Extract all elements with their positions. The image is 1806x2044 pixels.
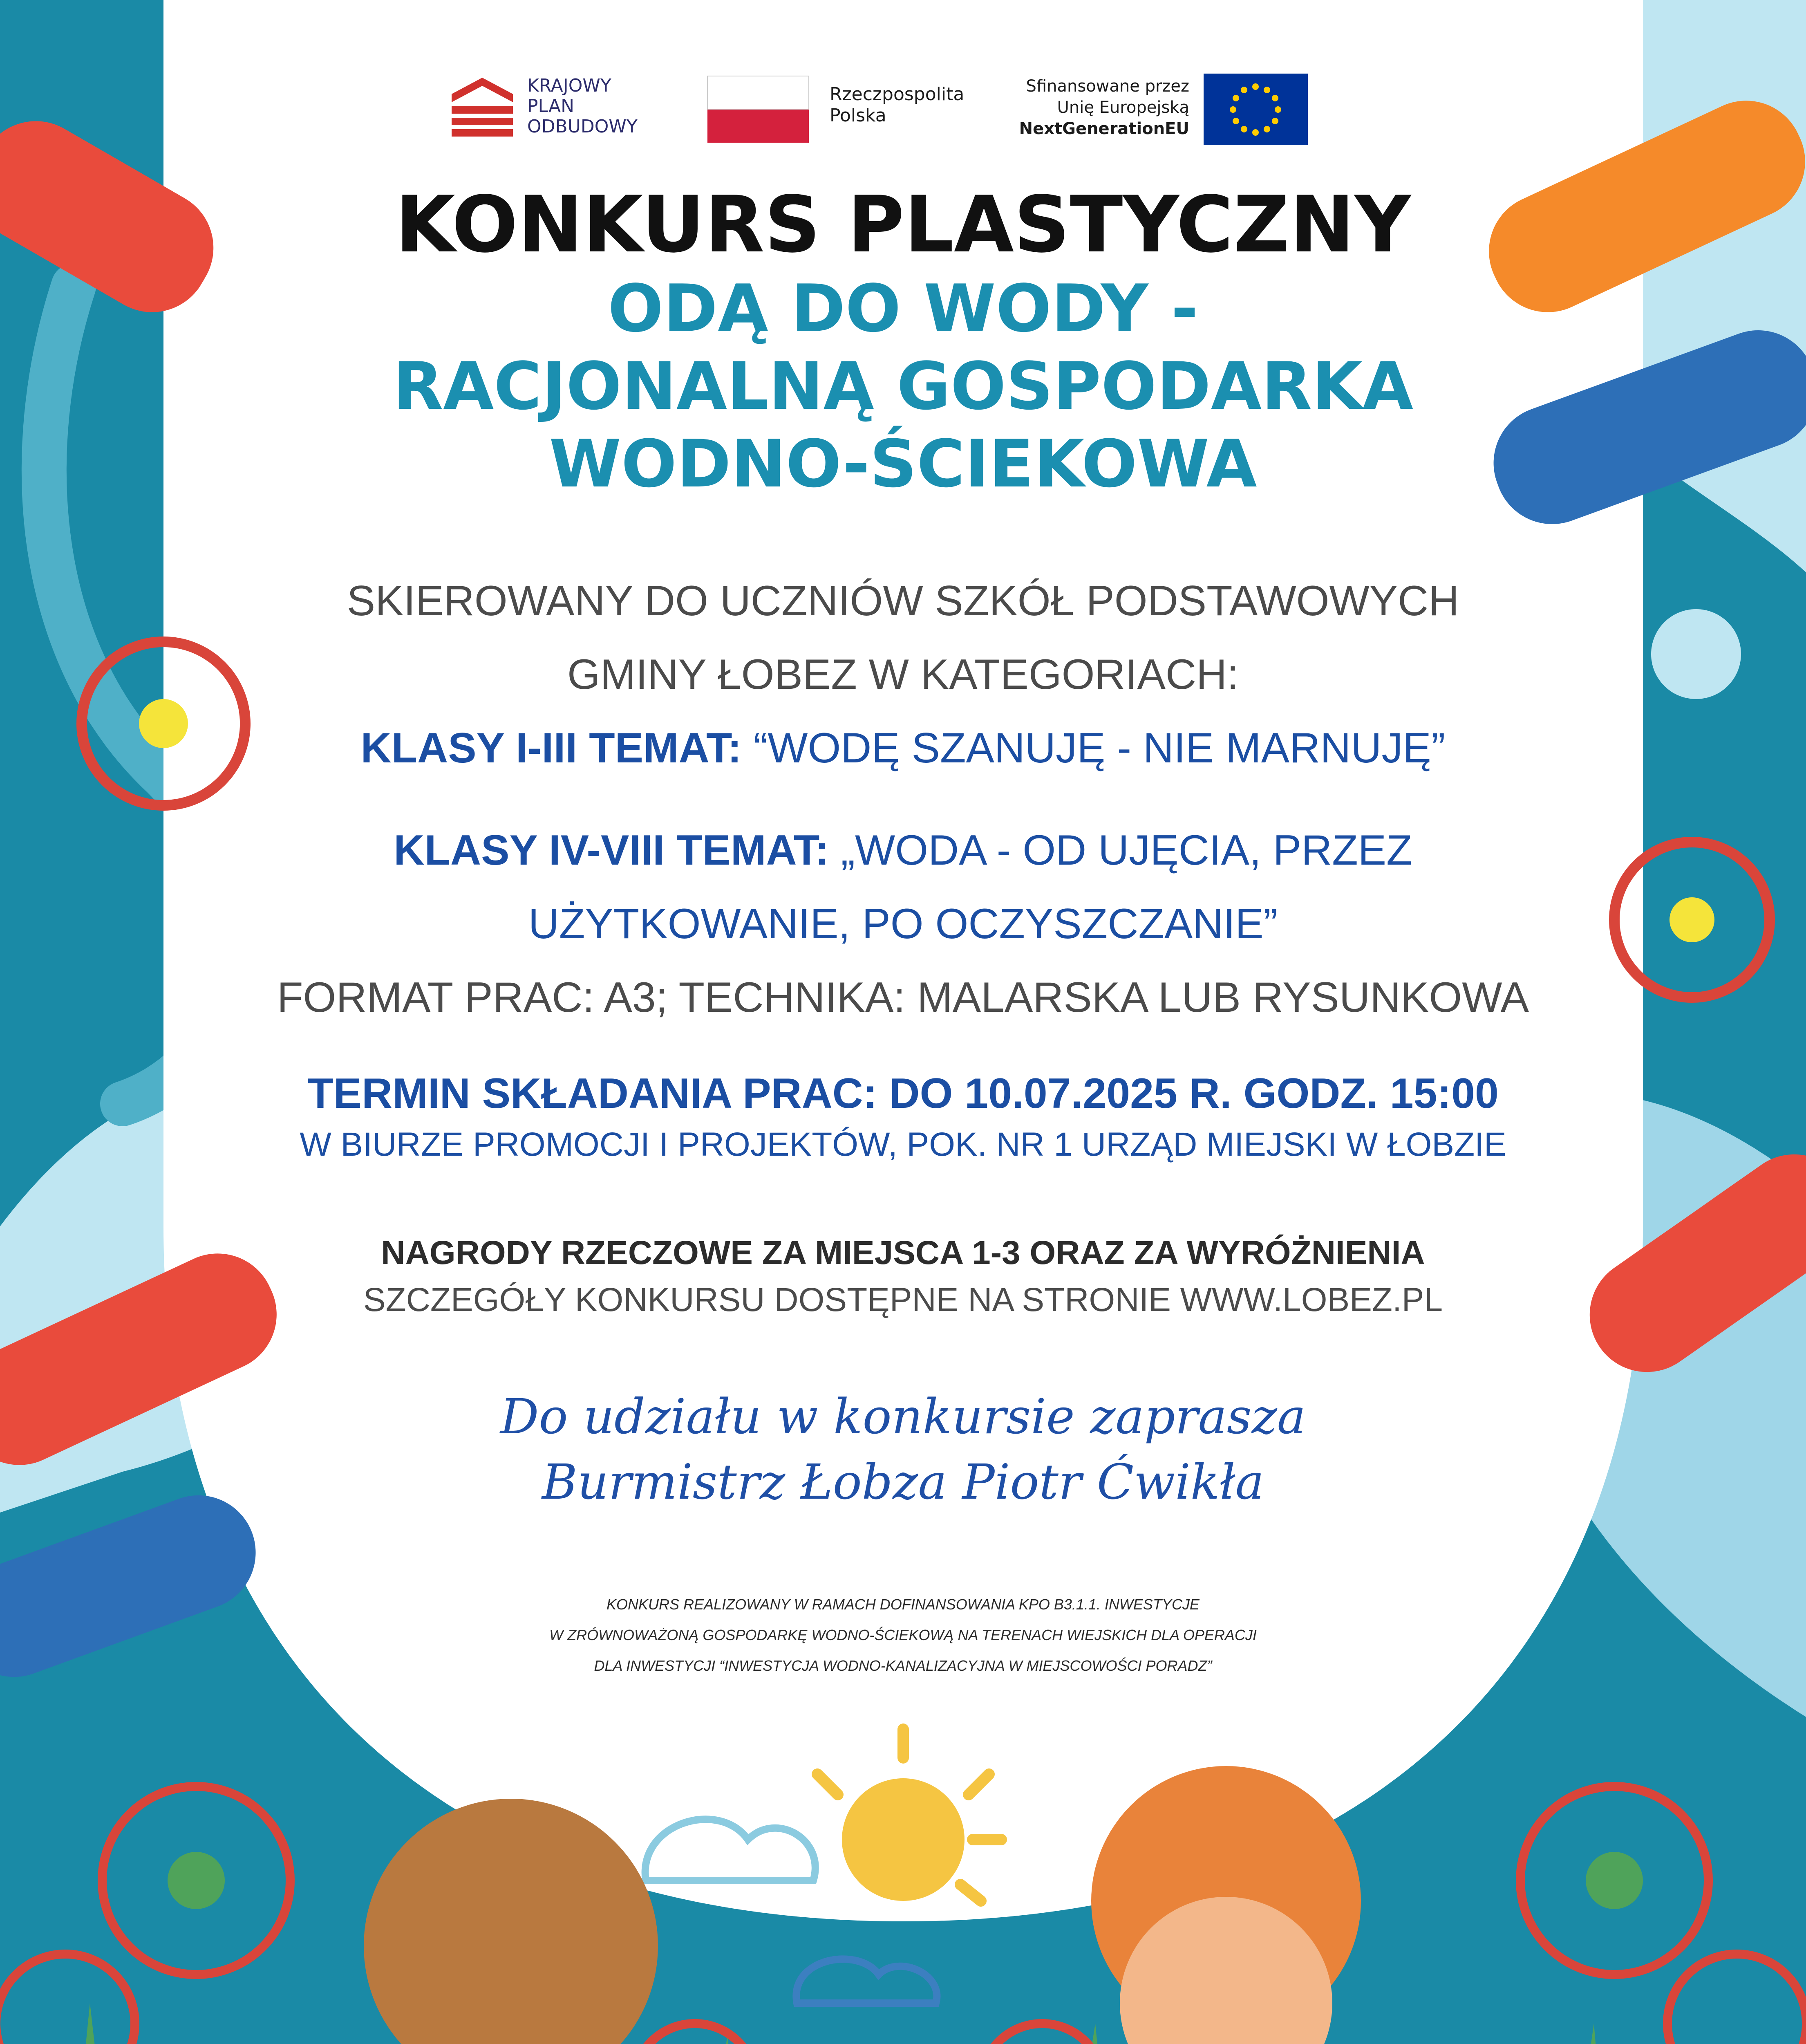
category2-label: KLASY IV-VIII TEMAT: [394,827,829,874]
category2 [0,822,1806,879]
eu-flag-icon [1204,74,1308,145]
deadline-line1: TERMIN SKŁADANIA PRAC: DO 10.07.2025 R. GODZ. 15:00 [307,1070,1499,1117]
category2-theme-cont: UŻYTKOWANIE, PO OCZYSZCZANIE” [528,900,1278,948]
rp-logo [707,76,969,145]
kpo-line2: PLAN [527,96,575,117]
invite-line1: Do udziału w konkursie zaprasza [500,1388,1306,1445]
title-sub1: ODĄ DO WODY - [608,270,1198,347]
intro-line2: GMINY ŁOBEZ W KATEGORIACH: [567,651,1239,698]
kpo-line3: ODBUDOWY [527,116,638,137]
footnote-line2: W ZRÓWNOWAŻONĄ GOSPODARKĘ WODNO-ŚCIEKOWĄ NA TERENACH WIEJSKICH DLA OPERACJI [549,1627,1257,1643]
prizes-line2: SZCZEGÓŁY KONKURSU DOSTĘPNE NA STRONIE WWW.LOBEZ.PL [363,1281,1443,1318]
eu-line3: NextGenerationEU [1019,119,1189,138]
title-sub2: RACJONALNĄ GOSPODARKA [393,348,1413,424]
rp-line2: Polska [830,105,886,126]
eu-logo [997,74,1308,147]
kpo-stripes-logo [452,78,513,139]
eu-line1: Sfinansowane przez [1026,77,1189,96]
kpo-logo [452,76,664,145]
footnote-line1: KONKURS REALIZOWANY W RAMACH DOFINANSOWANIA KPO B3.1.1. INWESTYCJE [606,1596,1200,1613]
prizes-line1: NAGRODY RZECZOWE ZA MIEJSCA 1-3 ORAZ ZA WYRÓŻNIENIA [381,1234,1425,1271]
format-line: FORMAT PRAC: A3; TECHNIKA: MALARSKA LUB RYSUNKOWA [277,974,1529,1021]
polish-flag-icon [707,76,809,143]
title-sub3: WODNO-ŚCIEKOWA [549,426,1257,502]
footnote-line3: DLA INWESTYCJI “INWESTYCJA WODNO-KANALIZACYJNA W MIEJSCOWOŚCI PORADZ” [594,1657,1212,1674]
category1-label: KLASY I-III TEMAT: [360,724,742,772]
category2-theme: „WODA - OD UJĘCIA, PRZEZ [829,827,1412,874]
category1 [0,719,1806,777]
invite-line2: Burmistrz Łobza Piotr Ćwikła [542,1454,1264,1510]
title-main: KONKURS PLASTYCZNY [395,179,1411,270]
rp-line1: Rzeczpospolita [830,84,965,105]
deadline-line2: W BIURZE PROMOCJI I PROJEKTÓW, POK. NR 1 URZĄD MIEJSKI W ŁOBZIE [300,1126,1506,1163]
kpo-line1: KRAJOWY [527,75,611,96]
category1-theme: “WODĘ SZANUJĘ - NIE MARNUJĘ” [741,724,1446,772]
intro-line1: SKIEROWANY DO UCZNIÓW SZKÓŁ PODSTAWOWYCH [347,577,1459,625]
eu-line2: Unię Europejską [1057,98,1189,117]
